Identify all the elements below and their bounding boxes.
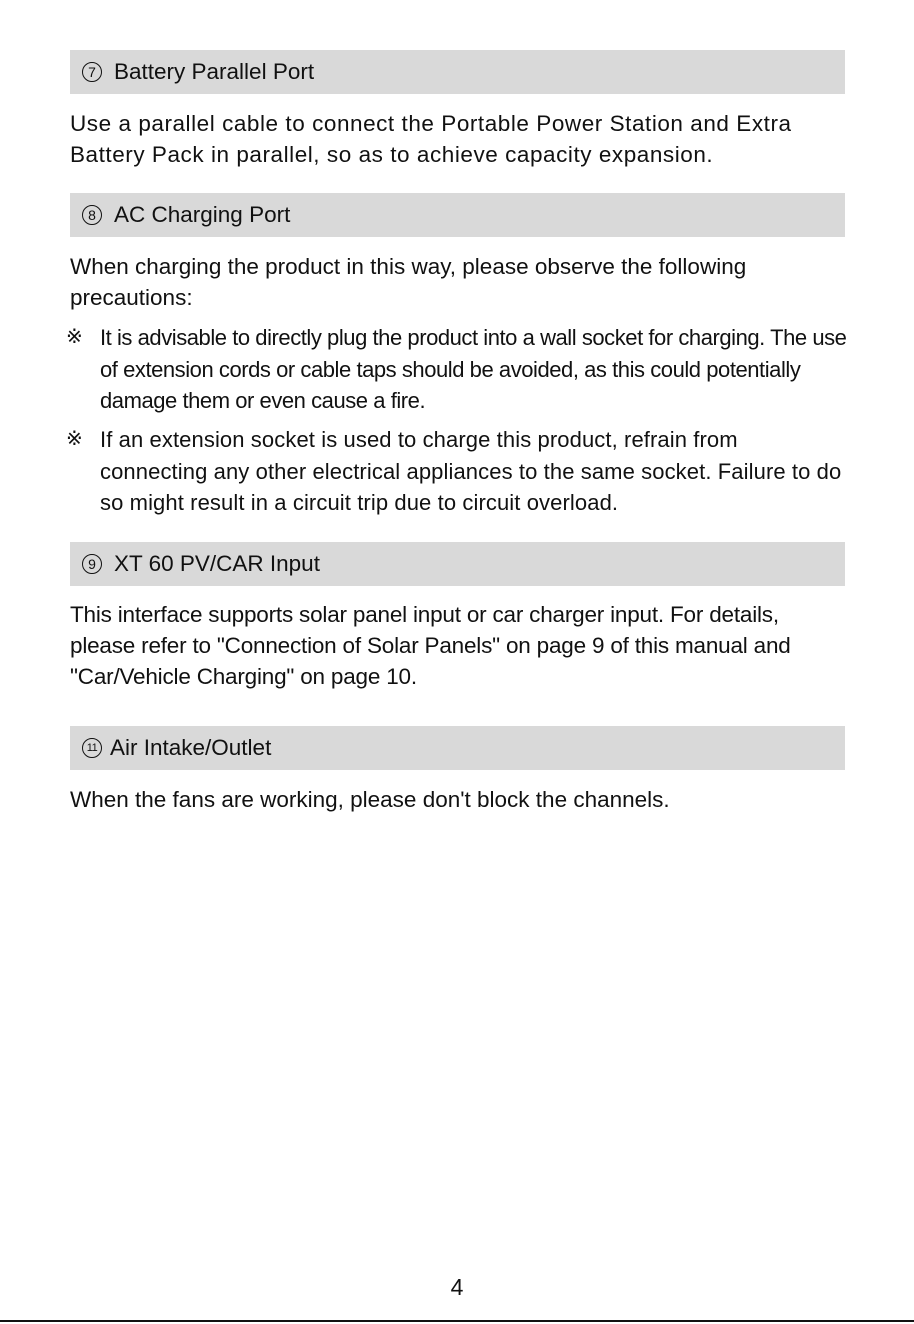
- section-title: XT 60 PV/CAR Input: [114, 551, 320, 576]
- section-body: When charging the product in this way, please observe the following precautions:: [70, 254, 747, 310]
- precaution-text: It is advisable to directly plug the product into a wall socket for charging. The use of extension cords or cable taps should be avoided, as this could potentially damage them or even cause a fire.: [100, 325, 847, 413]
- section-number-badge: 7: [82, 62, 102, 82]
- precaution-note: [66, 424, 850, 519]
- section-title: AC Charging Port: [114, 202, 291, 227]
- section-header-air-intake-outlet: [70, 726, 845, 770]
- section-body: When the fans are working, please don't block the channels.: [70, 787, 670, 812]
- precaution-text: If an extension socket is used to charge this product, refrain from connecting any other electrical appliances to the same socket. Failure to do so might result in a circuit trip due to circuit overload.: [100, 427, 842, 515]
- section-title: Air Intake/Outlet: [110, 735, 272, 760]
- section-number-badge: 11: [82, 738, 102, 758]
- precaution-note: [66, 322, 850, 417]
- section-header-battery-parallel-port: [70, 50, 845, 94]
- reference-mark-icon: ※: [66, 428, 83, 450]
- section-body: This interface supports solar panel input or car charger input. For details, please refer to "Connection of Solar Panels" on page 9 of this manual and "Car/Vehicle Charging" on page 10.: [70, 602, 791, 689]
- bottom-rule: [0, 1320, 914, 1322]
- section-title: Battery Parallel Port: [114, 59, 315, 84]
- reference-mark-icon: ※: [66, 326, 83, 348]
- section-number-badge: 8: [82, 205, 102, 225]
- page-number: 4: [450, 1274, 464, 1300]
- section-header-xt60-input: [70, 542, 845, 586]
- section-body: Use a parallel cable to connect the Portable Power Station and Extra Battery Pack in parallel, so as to achieve capacity expansion.: [70, 111, 792, 167]
- section-number-badge: 9: [82, 554, 102, 574]
- section-header-ac-charging-port: [70, 193, 845, 237]
